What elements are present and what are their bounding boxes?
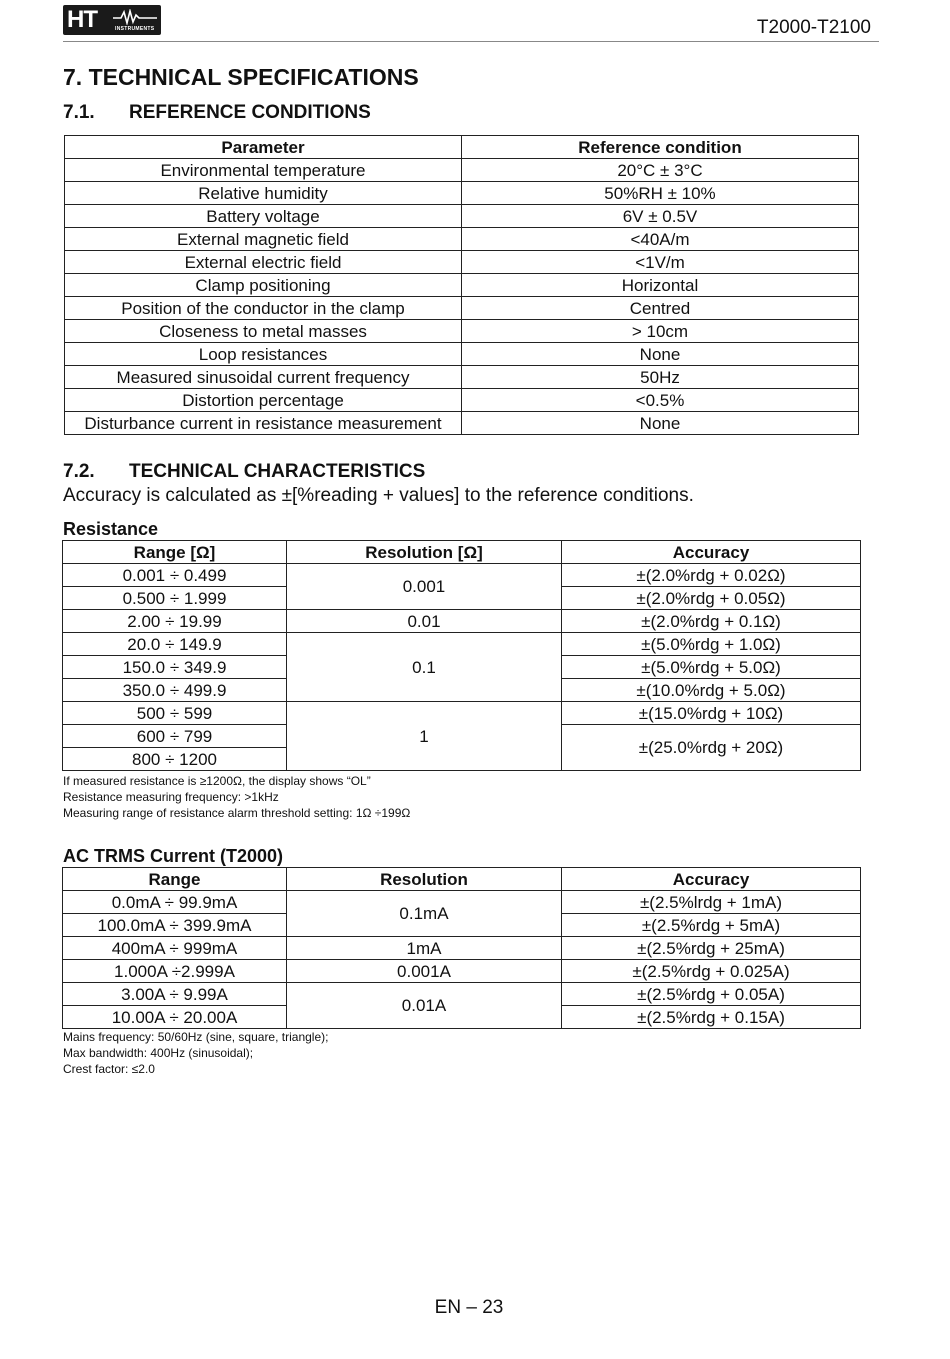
table-row (63, 702, 861, 725)
range-cell: 1.000A ÷2.999A (63, 960, 287, 983)
waveform-icon (113, 9, 157, 25)
resolution-cell: 1 (287, 702, 562, 771)
resistance-notes (63, 773, 410, 821)
column-header: Accuracy (562, 541, 861, 564)
range-cell: 150.0 ÷ 349.9 (63, 656, 287, 679)
table-row (65, 412, 859, 435)
resolution-cell: 0.01 (287, 610, 562, 633)
note-line: Resistance measuring frequency: >1kHz (63, 790, 279, 804)
condition-cell: 20°C ± 3°C (462, 159, 859, 182)
parameter-cell: Distortion percentage (65, 389, 462, 412)
range-cell: 600 ÷ 799 (63, 725, 287, 748)
note-line: If measured resistance is ≥1200Ω, the display shows “OL” (63, 774, 371, 788)
condition-cell: 50%RH ± 10% (462, 182, 859, 205)
accuracy-cell: ±(25.0%rdg + 20Ω) (562, 725, 861, 771)
parameter-cell: Position of the conductor in the clamp (65, 297, 462, 320)
condition-cell: None (462, 343, 859, 366)
ht-logo (63, 5, 161, 35)
ac-current-notes (63, 1029, 328, 1077)
condition-cell: Centred (462, 297, 859, 320)
note-line: Max bandwidth: 400Hz (sinusoidal); (63, 1046, 254, 1060)
table-row (65, 159, 859, 182)
accuracy-cell: ±(15.0%rdg + 10Ω) (562, 702, 861, 725)
parameter-cell: Loop resistances (65, 343, 462, 366)
characteristics-heading (63, 461, 425, 483)
column-header: Reference condition (462, 136, 859, 159)
table-row (63, 633, 861, 656)
table-row (65, 389, 859, 412)
condition-cell: Horizontal (462, 274, 859, 297)
condition-cell: <0.5% (462, 389, 859, 412)
reference-conditions-table (64, 135, 859, 435)
note-line: Measuring range of resistance alarm threshold setting: 1Ω ÷199Ω (63, 806, 411, 820)
condition-cell: <40A/m (462, 228, 859, 251)
parameter-cell: Clamp positioning (65, 274, 462, 297)
parameter-cell: Disturbance current in resistance measurement (65, 412, 462, 435)
accuracy-cell: ±(2.0%rdg + 0.05Ω) (562, 587, 861, 610)
accuracy-cell: ±(2.5%rdg + 0.15A) (562, 1006, 861, 1029)
parameter-cell: Closeness to metal masses (65, 320, 462, 343)
resolution-cell: 1mA (287, 937, 562, 960)
logo-text: HT (67, 6, 97, 33)
characteristics-number: 7.2. (63, 461, 95, 482)
condition-cell: <1V/m (462, 251, 859, 274)
accuracy-cell: ±(2.5%rdg + 0.05A) (562, 983, 861, 1006)
condition-cell: None (462, 412, 859, 435)
ac-current-title: AC TRMS Current (T2000) (63, 846, 284, 866)
header-divider (63, 41, 879, 42)
accuracy-cell: ±(2.5%lrdg + 1mA) (562, 891, 861, 914)
table-row (65, 205, 859, 228)
accuracy-cell: ±(10.0%rdg + 5.0Ω) (562, 679, 861, 702)
resolution-cell: 0.1 (287, 633, 562, 702)
note-line: Mains frequency: 50/60Hz (sine, square, triangle); (63, 1030, 329, 1044)
accuracy-cell: ±(2.0%rdg + 0.02Ω) (562, 564, 861, 587)
accuracy-intro: Accuracy is calculated as ±[%reading + values] to the reference conditions. (63, 485, 694, 506)
resolution-cell: 0.01A (287, 983, 562, 1029)
accuracy-cell: ±(5.0%rdg + 5.0Ω) (562, 656, 861, 679)
range-cell: 3.00A ÷ 9.99A (63, 983, 287, 1006)
range-cell: 800 ÷ 1200 (63, 748, 287, 771)
resistance-table (62, 540, 861, 771)
table-row (63, 564, 861, 587)
table-row (65, 182, 859, 205)
condition-cell: 50Hz (462, 366, 859, 389)
accuracy-cell: ±(2.5%rdg + 5mA) (562, 914, 861, 937)
parameter-cell: Relative humidity (65, 182, 462, 205)
table-row (65, 228, 859, 251)
accuracy-cell: ±(2.5%rdg + 25mA) (562, 937, 861, 960)
range-cell: 0.001 ÷ 0.499 (63, 564, 287, 587)
reference-title: REFERENCE CONDITIONS (129, 102, 371, 123)
table-header-row (65, 136, 859, 159)
table-row (65, 320, 859, 343)
range-cell: 20.0 ÷ 149.9 (63, 633, 287, 656)
accuracy-cell: ±(5.0%rdg + 1.0Ω) (562, 633, 861, 656)
parameter-cell: Battery voltage (65, 205, 462, 228)
range-cell: 2.00 ÷ 19.99 (63, 610, 287, 633)
column-header: Range (63, 868, 287, 891)
accuracy-cell: ±(2.5%rdg + 0.025A) (562, 960, 861, 983)
document-code: T2000-T2100 (756, 17, 871, 38)
column-header: Resolution (287, 868, 562, 891)
range-cell: 100.0mA ÷ 399.9mA (63, 914, 287, 937)
parameter-cell: External electric field (65, 251, 462, 274)
ac-current-table (62, 867, 861, 1029)
table-row (63, 983, 861, 1006)
table-row (65, 251, 859, 274)
table-row (63, 960, 861, 983)
table-row (65, 343, 859, 366)
condition-cell: > 10cm (462, 320, 859, 343)
parameter-cell: External magnetic field (65, 228, 462, 251)
condition-cell: 6V ± 0.5V (462, 205, 859, 228)
resolution-cell: 0.001 (287, 564, 562, 610)
column-header: Accuracy (562, 868, 861, 891)
range-cell: 0.500 ÷ 1.999 (63, 587, 287, 610)
table-header-row (63, 868, 861, 891)
logo-subtext: INSTRUMENTS (115, 26, 155, 32)
range-cell: 0.0mA ÷ 99.9mA (63, 891, 287, 914)
range-cell: 500 ÷ 599 (63, 702, 287, 725)
table-row (63, 891, 861, 914)
note-line: Crest factor: ≤2.0 (63, 1062, 155, 1076)
range-cell: 350.0 ÷ 499.9 (63, 679, 287, 702)
range-cell: 400mA ÷ 999mA (63, 937, 287, 960)
table-row (65, 366, 859, 389)
column-header: Resolution [Ω] (287, 541, 562, 564)
table-row (65, 274, 859, 297)
resolution-cell: 0.1mA (287, 891, 562, 937)
table-row (65, 297, 859, 320)
range-cell: 10.00A ÷ 20.00A (63, 1006, 287, 1029)
parameter-cell: Environmental temperature (65, 159, 462, 182)
resolution-cell: 0.001A (287, 960, 562, 983)
parameter-cell: Measured sinusoidal current frequency (65, 366, 462, 389)
column-header: Range [Ω] (63, 541, 287, 564)
table-row (63, 610, 861, 633)
resistance-title: Resistance (63, 519, 159, 539)
table-header-row (63, 541, 861, 564)
reference-heading (63, 102, 371, 124)
section-title: 7. TECHNICAL SPECIFICATIONS (63, 64, 419, 90)
page-number: EN – 23 (434, 1297, 504, 1318)
reference-number: 7.1. (63, 102, 95, 123)
table-row (63, 937, 861, 960)
characteristics-title: TECHNICAL CHARACTERISTICS (129, 461, 426, 482)
accuracy-cell: ±(2.0%rdg + 0.1Ω) (562, 610, 861, 633)
column-header: Parameter (65, 136, 462, 159)
